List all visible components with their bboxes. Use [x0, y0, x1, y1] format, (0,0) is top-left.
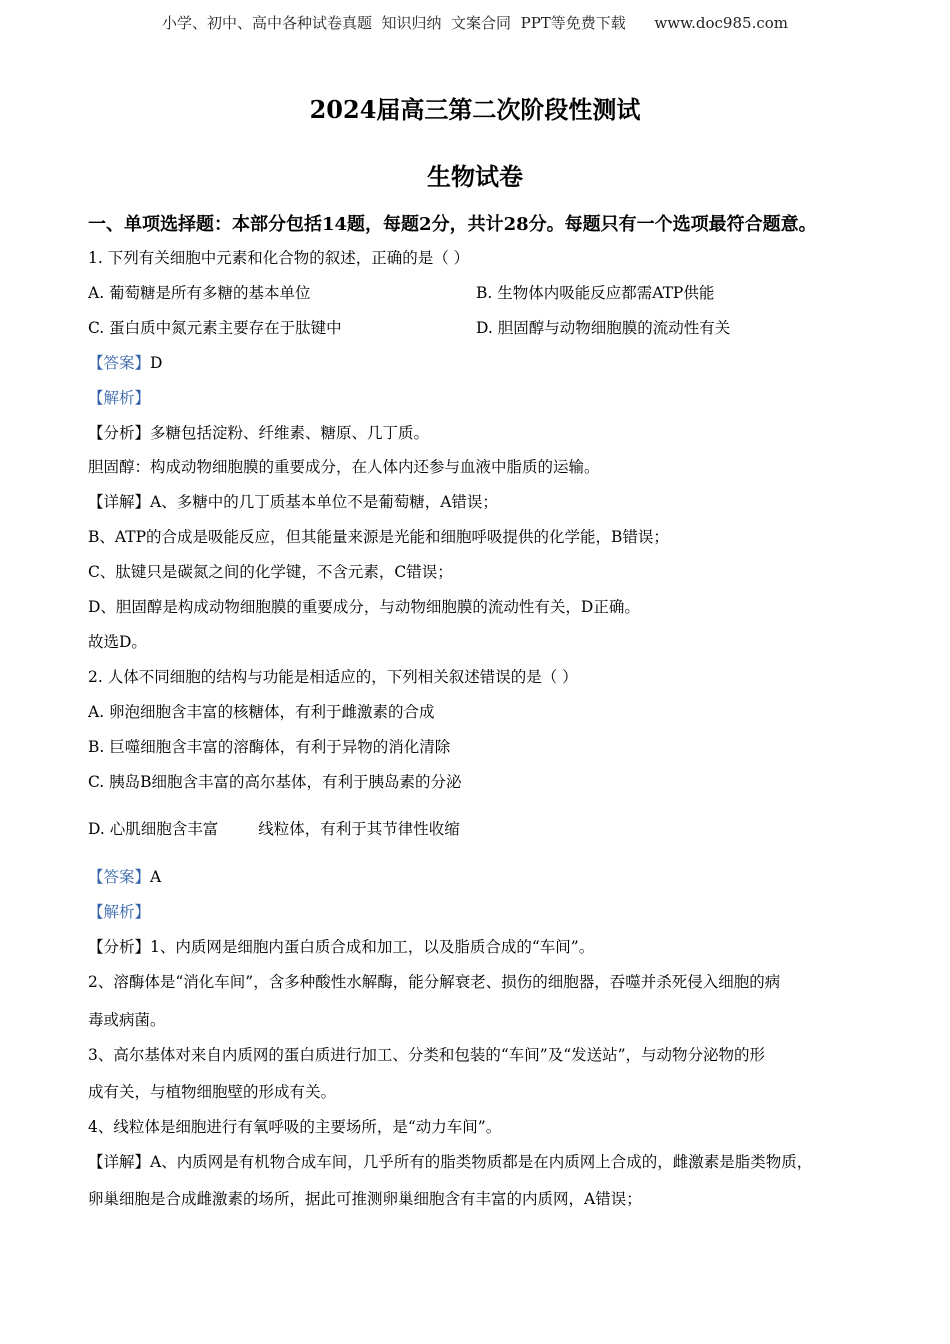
- q2-detail-a1: [88, 1152, 812, 1172]
- q1-analysis-tag: 【解析】: [88, 389, 151, 407]
- fenxi-tag: 【分析】: [88, 938, 151, 956]
- exam-subtitle: 生物试卷: [427, 162, 523, 191]
- q2-option-d-part2: 线粒体，有利于其节律性收缩: [258, 820, 460, 838]
- q1-detail-a: [88, 492, 498, 512]
- q2-detail-a2: 卵巢细胞是合成雌激素的场所，据此可推测卵巢细胞含有丰富的内质网，A错误；: [88, 1190, 642, 1208]
- q2-stem: 2. 人体不同细胞的结构与功能是相适应的，下列相关叙述错误的是（ ）: [88, 668, 578, 686]
- detail-text: A、内质网是有机物合成车间，几乎所有的脂类物质都是在内质网上合成的，雌激素是脂类物质，: [150, 1153, 813, 1171]
- answer-value: A: [150, 868, 162, 886]
- fenxi-text: 1、内质网是细胞内蛋白质合成和加工，以及脂质合成的“车间”。: [150, 938, 595, 956]
- q1-detail-d: D、胆固醇是构成动物细胞膜的重要成分，与动物细胞膜的流动性有关，D正确。: [88, 598, 640, 616]
- q2-option-a: A. 卵泡细胞含丰富的核糖体，有利于雌激素的合成: [88, 703, 435, 721]
- q2-answer: [88, 867, 161, 887]
- answer-value: D: [150, 354, 163, 372]
- q2-fenxi-2a: 2、溶酶体是“消化车间”，含多种酸性水解酶，能分解衰老、损伤的细胞器，吞噬并杀死侵入细胞的病: [88, 973, 781, 991]
- fenxi-tag: 【分析】: [88, 424, 151, 442]
- q1-option-d: D. 胆固醇与动物细胞膜的流动性有关: [476, 319, 731, 337]
- q2-option-d: [88, 819, 460, 839]
- q2-fenxi-3a: 3、高尔基体对来自内质网的蛋白质进行加工、分类和包装的“车间”及“发送站”，与动物分泌物的形: [88, 1046, 766, 1064]
- q2-fenxi-4: 4、线粒体是细胞进行有氧呼吸的主要场所，是“动力车间”。: [88, 1118, 502, 1136]
- detail-tag: 【详解】: [88, 493, 151, 511]
- q1-option-c: C. 蛋白质中氮元素主要存在于肽键中: [88, 319, 342, 337]
- q1-fenxi-2: 胆固醇：构成动物细胞膜的重要成分，在人体内还参与血液中脂质的运输。: [88, 458, 600, 476]
- q1-detail-c: C、肽键只是碳氮之间的化学键，不含元素，C错误；: [88, 563, 453, 581]
- q2-option-c: C. 胰岛B细胞含丰富的高尔基体，有利于胰岛素的分泌: [88, 773, 462, 791]
- q1-fenxi: [88, 423, 429, 443]
- q2-option-d-part1: D. 心肌细胞含丰富: [88, 820, 219, 838]
- q2-fenxi-1: [88, 937, 594, 957]
- page-header: 小学、初中、高中各种试卷真题 知识归纳 文案合同 PPT等免费下载 www.doc985.com: [161, 14, 788, 32]
- section-heading: 一、单项选择题：本部分包括14题，每题2分，共计28分。每题只有一个选项最符合题意。: [88, 214, 817, 235]
- q1-detail-b: B、ATP的合成是吸能反应，但其能量来源是光能和细胞呼吸提供的化学能，B错误；: [88, 528, 669, 546]
- q2-option-b: B. 巨噬细胞含丰富的溶酶体，有利于异物的消化清除: [88, 738, 451, 756]
- q1-stem: 1. 下列有关细胞中元素和化合物的叙述，正确的是（ ）: [88, 249, 470, 267]
- q1-answer: [88, 353, 162, 373]
- detail-text: A、多糖中的几丁质基本单位不是葡萄糖，A错误；: [150, 493, 498, 511]
- q1-conclusion: 故选D。: [88, 633, 147, 651]
- fenxi-text: 多糖包括淀粉、纤维素、糖原、几丁质。: [150, 424, 430, 442]
- exam-title: 2024届高三第二次阶段性测试: [309, 95, 641, 124]
- q2-fenxi-2b: 毒或病菌。: [88, 1011, 166, 1029]
- answer-tag: 【答案】: [88, 354, 151, 372]
- q2-fenxi-3b: 成有关，与植物细胞壁的形成有关。: [88, 1083, 337, 1101]
- answer-tag: 【答案】: [88, 868, 151, 886]
- q1-option-a: A. 葡萄糖是所有多糖的基本单位: [88, 284, 311, 302]
- q1-option-b: B. 生物体内吸能反应都需ATP供能: [476, 284, 715, 302]
- q2-analysis-tag: 【解析】: [88, 903, 151, 921]
- detail-tag: 【详解】: [88, 1153, 151, 1171]
